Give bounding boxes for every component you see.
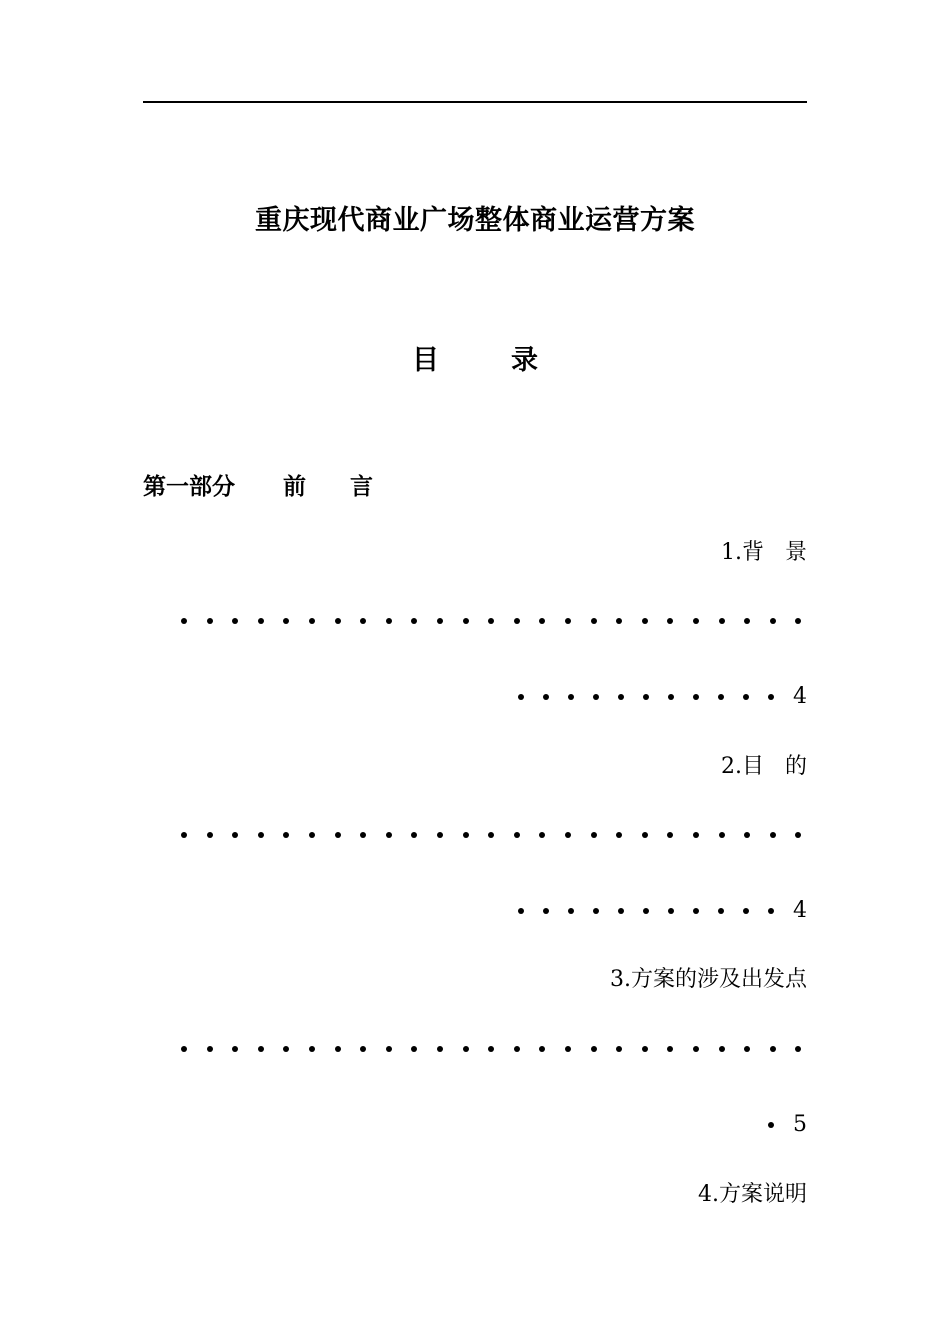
leader-dot bbox=[744, 618, 750, 624]
leader-dot bbox=[668, 694, 674, 700]
leader-dot bbox=[463, 832, 469, 838]
leader-dot bbox=[667, 618, 673, 624]
header-rule bbox=[143, 101, 807, 103]
leader-dot bbox=[593, 694, 599, 700]
leader-dot bbox=[744, 832, 750, 838]
leader-dot bbox=[693, 618, 699, 624]
leader-dot bbox=[770, 618, 776, 624]
leader-dot bbox=[539, 618, 545, 624]
leader-dot bbox=[668, 908, 674, 914]
leader-dot bbox=[335, 618, 341, 624]
leader-dot bbox=[309, 618, 315, 624]
leader-dot bbox=[795, 1046, 801, 1052]
leader-dot bbox=[565, 832, 571, 838]
leader-dot bbox=[643, 694, 649, 700]
leader-dot bbox=[232, 618, 238, 624]
leader-dot bbox=[386, 618, 392, 624]
leader-dot bbox=[568, 908, 574, 914]
leader-dot bbox=[565, 1046, 571, 1052]
leader-dot bbox=[437, 1046, 443, 1052]
leader-dot bbox=[463, 1046, 469, 1052]
leader-dot bbox=[719, 1046, 725, 1052]
leader-dot bbox=[719, 618, 725, 624]
toc-heading-char-1: 目 bbox=[412, 345, 439, 376]
leader-dot bbox=[591, 1046, 597, 1052]
leader-dot bbox=[411, 832, 417, 838]
part-number: 第一部分 bbox=[143, 473, 235, 500]
leader-dot bbox=[232, 832, 238, 838]
leader-dot bbox=[335, 1046, 341, 1052]
leader-dot bbox=[207, 1046, 213, 1052]
leader-dot bbox=[565, 618, 571, 624]
page-number: 5 bbox=[793, 1112, 807, 1137]
leader-dot bbox=[360, 832, 366, 838]
leader-dot bbox=[719, 832, 725, 838]
leader-dot bbox=[744, 1046, 750, 1052]
toc-entry-title[interactable]: 1.背 景 bbox=[721, 540, 807, 565]
leader-dot bbox=[543, 908, 549, 914]
toc-heading-char-2: 录 bbox=[511, 345, 538, 376]
leader-dot bbox=[258, 618, 264, 624]
leader-dot bbox=[360, 1046, 366, 1052]
leader-dot bbox=[360, 618, 366, 624]
leader-dot bbox=[335, 832, 341, 838]
toc-entry-tail[interactable] bbox=[518, 684, 807, 712]
leader-dot bbox=[642, 618, 648, 624]
toc-entry-title[interactable]: 2.目 的 bbox=[721, 754, 807, 779]
leader-dot bbox=[768, 908, 774, 914]
leader-dot bbox=[181, 832, 187, 838]
leader-dot bbox=[258, 832, 264, 838]
leader-dot bbox=[591, 618, 597, 624]
leader-dot bbox=[411, 618, 417, 624]
leader-dot bbox=[514, 832, 520, 838]
leader-dot bbox=[768, 694, 774, 700]
leader-dot bbox=[488, 832, 494, 838]
leader-dot bbox=[743, 908, 749, 914]
toc-entry-title[interactable]: 3.方案的涉及出发点 bbox=[610, 967, 807, 992]
leader-dot bbox=[667, 1046, 673, 1052]
toc-entry-tail[interactable] bbox=[768, 1112, 807, 1140]
leader-dot bbox=[643, 908, 649, 914]
leader-dot bbox=[539, 832, 545, 838]
leader-dot bbox=[693, 694, 699, 700]
toc-entry-tail[interactable] bbox=[518, 898, 807, 926]
leader-dot bbox=[181, 1046, 187, 1052]
leader-dots bbox=[181, 618, 801, 630]
leader-dot bbox=[181, 618, 187, 624]
leader-dot bbox=[539, 1046, 545, 1052]
leader-dots bbox=[181, 1046, 801, 1058]
leader-dot bbox=[768, 1122, 774, 1128]
leader-dot bbox=[568, 694, 574, 700]
part-title-char-2: 言 bbox=[350, 473, 373, 500]
leader-dot bbox=[618, 908, 624, 914]
leader-dot bbox=[518, 908, 524, 914]
leader-dot bbox=[309, 832, 315, 838]
leader-dot bbox=[386, 1046, 392, 1052]
leader-dot bbox=[543, 694, 549, 700]
leader-dot bbox=[795, 832, 801, 838]
leader-dot bbox=[616, 832, 622, 838]
leader-dot bbox=[616, 1046, 622, 1052]
leader-dot bbox=[437, 832, 443, 838]
toc-heading bbox=[0, 338, 950, 378]
leader-dot bbox=[718, 908, 724, 914]
leader-dot bbox=[411, 1046, 417, 1052]
leader-dot bbox=[693, 1046, 699, 1052]
leader-dot bbox=[693, 832, 699, 838]
leader-dot bbox=[795, 618, 801, 624]
leader-dot bbox=[514, 618, 520, 624]
leader-dot bbox=[591, 832, 597, 838]
leader-dot bbox=[518, 694, 524, 700]
leader-dot bbox=[283, 1046, 289, 1052]
leader-dot bbox=[488, 1046, 494, 1052]
leader-dot bbox=[514, 1046, 520, 1052]
leader-dot bbox=[593, 908, 599, 914]
leader-dot bbox=[488, 618, 494, 624]
page-number: 4 bbox=[793, 898, 807, 923]
leader-dot bbox=[207, 618, 213, 624]
leader-dot bbox=[770, 832, 776, 838]
toc-entry-title[interactable]: 4.方案说明 bbox=[698, 1182, 807, 1207]
leader-dot bbox=[743, 694, 749, 700]
leader-dot bbox=[232, 1046, 238, 1052]
leader-dot bbox=[770, 1046, 776, 1052]
part-title-char-1: 前 bbox=[283, 473, 306, 500]
leader-dot bbox=[463, 618, 469, 624]
leader-dot bbox=[258, 1046, 264, 1052]
leader-dot bbox=[386, 832, 392, 838]
leader-dots bbox=[181, 832, 801, 844]
leader-dot bbox=[283, 832, 289, 838]
leader-dot bbox=[718, 694, 724, 700]
leader-dot bbox=[693, 908, 699, 914]
leader-dot bbox=[618, 694, 624, 700]
leader-dot bbox=[437, 618, 443, 624]
leader-dot bbox=[207, 832, 213, 838]
leader-dot bbox=[309, 1046, 315, 1052]
leader-dot bbox=[616, 618, 622, 624]
leader-dot bbox=[642, 1046, 648, 1052]
leader-dot bbox=[667, 832, 673, 838]
leader-dot bbox=[642, 832, 648, 838]
leader-dot bbox=[283, 618, 289, 624]
page-number: 4 bbox=[793, 684, 807, 709]
document-title: 重庆现代商业广场整体商业运营方案 bbox=[255, 205, 695, 236]
